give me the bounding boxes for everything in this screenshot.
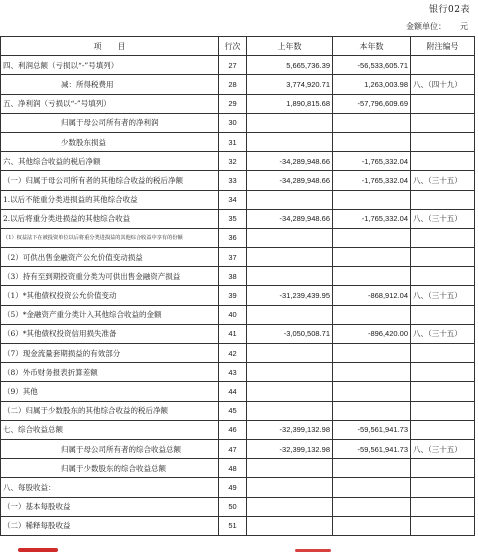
row-item-label: 少数股东损益 <box>1 132 219 151</box>
row-line-number: 34 <box>219 190 247 209</box>
row-item-label: （1）权益法下在被投资单位以后将重分类进损益的其他综合收益中享有的份额 <box>1 228 219 247</box>
row-note-reference <box>411 382 475 401</box>
row-line-number: 39 <box>219 286 247 305</box>
row-current-year-amount <box>333 190 411 209</box>
row-item-label: 归属于母公司所有者的综合收益总额 <box>1 439 219 458</box>
row-prior-year-amount: 5,665,736.39 <box>247 56 333 75</box>
row-note-reference <box>411 190 475 209</box>
red-stamp-fragment-left <box>18 548 58 552</box>
row-current-year-amount <box>333 382 411 401</box>
col-header-prior-year: 上年数 <box>247 37 333 56</box>
table-row <box>1 363 475 382</box>
table-row <box>1 439 475 458</box>
row-item-label: （5）*金融资产重分类计入其他综合收益的金额 <box>1 305 219 324</box>
table-row <box>1 344 475 363</box>
row-current-year-amount: -896,420.00 <box>333 324 411 343</box>
row-note-reference <box>411 459 475 478</box>
row-note-reference <box>411 478 475 497</box>
row-current-year-amount <box>333 344 411 363</box>
col-header-item: 项 目 <box>1 37 219 56</box>
table-row <box>1 75 475 94</box>
row-line-number: 27 <box>219 56 247 75</box>
row-prior-year-amount <box>247 401 333 420</box>
row-item-label: （一）基本每股收益 <box>1 497 219 516</box>
row-prior-year-amount <box>247 190 333 209</box>
col-header-note: 附注编号 <box>411 37 475 56</box>
unit-value: 元 <box>460 22 468 31</box>
row-note-reference <box>411 56 475 75</box>
table-row <box>1 324 475 343</box>
bottom-stamp-marks <box>0 546 478 554</box>
row-note-reference <box>411 228 475 247</box>
row-note-reference <box>411 248 475 267</box>
row-current-year-amount: -57,796,609.69 <box>333 94 411 113</box>
row-line-number: 38 <box>219 267 247 286</box>
table-row <box>1 209 475 228</box>
row-prior-year-amount: -32,399,132.98 <box>247 420 333 439</box>
row-current-year-amount: -59,561,941.73 <box>333 439 411 458</box>
row-line-number: 35 <box>219 209 247 228</box>
row-current-year-amount <box>333 305 411 324</box>
row-item-label: （7）现金流量套期损益的有效部分 <box>1 344 219 363</box>
row-current-year-amount: -59,561,941.73 <box>333 420 411 439</box>
row-prior-year-amount: -31,239,439.95 <box>247 286 333 305</box>
row-line-number: 36 <box>219 228 247 247</box>
row-prior-year-amount <box>247 228 333 247</box>
table-row <box>1 171 475 190</box>
row-current-year-amount <box>333 132 411 151</box>
table-row <box>1 228 475 247</box>
row-line-number: 48 <box>219 459 247 478</box>
unit-label: 金额单位： <box>406 22 446 31</box>
row-current-year-amount <box>333 497 411 516</box>
row-prior-year-amount: 3,774,920.71 <box>247 75 333 94</box>
row-item-label: 五、净利润（亏损以“-”号填列） <box>1 94 219 113</box>
row-line-number: 41 <box>219 324 247 343</box>
row-note-reference <box>411 516 475 535</box>
row-prior-year-amount <box>247 305 333 324</box>
row-item-label: 1.以后不能重分类进损益的其他综合收益 <box>1 190 219 209</box>
row-item-label: （3）持有至到期投资重分类为可供出售金融资产损益 <box>1 267 219 286</box>
row-prior-year-amount: -3,050,508.71 <box>247 324 333 343</box>
col-header-current-year: 本年数 <box>333 37 411 56</box>
row-current-year-amount <box>333 113 411 132</box>
form-code: 银行02表 <box>429 5 470 15</box>
row-note-reference <box>411 401 475 420</box>
row-current-year-amount: -56,533,605.71 <box>333 56 411 75</box>
row-current-year-amount: -1,765,332.04 <box>333 152 411 171</box>
table-row <box>1 248 475 267</box>
table-row <box>1 190 475 209</box>
row-item-label: （2）可供出售金融资产公允价值变动损益 <box>1 248 219 267</box>
row-line-number: 49 <box>219 478 247 497</box>
row-prior-year-amount <box>247 478 333 497</box>
row-line-number: 28 <box>219 75 247 94</box>
row-line-number: 33 <box>219 171 247 190</box>
row-note-reference <box>411 363 475 382</box>
row-item-label: （6）*其他债权投资信用损失准备 <box>1 324 219 343</box>
row-note-reference <box>411 113 475 132</box>
row-current-year-amount <box>333 228 411 247</box>
row-current-year-amount <box>333 363 411 382</box>
table-row <box>1 152 475 171</box>
row-line-number: 50 <box>219 497 247 516</box>
row-current-year-amount <box>333 459 411 478</box>
row-note-reference <box>411 497 475 516</box>
row-line-number: 40 <box>219 305 247 324</box>
col-header-line: 行次 <box>219 37 247 56</box>
row-line-number: 44 <box>219 382 247 401</box>
row-current-year-amount: -1,765,332.04 <box>333 209 411 228</box>
row-prior-year-amount <box>247 132 333 151</box>
row-item-label: 归属于少数股东的综合收益总额 <box>1 459 219 478</box>
row-item-label: （1）*其他债权投资公允价值变动 <box>1 286 219 305</box>
row-line-number: 43 <box>219 363 247 382</box>
row-note-reference <box>411 152 475 171</box>
row-item-label: 八、每股收益： <box>1 478 219 497</box>
table-row <box>1 267 475 286</box>
row-item-label: 七、综合收益总额 <box>1 420 219 439</box>
row-current-year-amount: -1,765,332.04 <box>333 171 411 190</box>
row-note-reference: 八、（三十五） <box>411 286 475 305</box>
table-row <box>1 94 475 113</box>
row-prior-year-amount <box>247 516 333 535</box>
row-prior-year-amount: -34,289,948.66 <box>247 171 333 190</box>
row-item-label: 归属于母公司所有者的净利润 <box>1 113 219 132</box>
row-note-reference <box>411 132 475 151</box>
currency-unit <box>406 21 468 32</box>
row-line-number: 31 <box>219 132 247 151</box>
row-item-label: 2.以后将重分类进损益的其他综合收益 <box>1 209 219 228</box>
row-line-number: 29 <box>219 94 247 113</box>
row-note-reference <box>411 344 475 363</box>
table-row <box>1 459 475 478</box>
row-prior-year-amount <box>247 382 333 401</box>
table-row <box>1 56 475 75</box>
row-prior-year-amount: -32,399,132.98 <box>247 439 333 458</box>
row-item-label: （二）归属于少数股东的其他综合收益的税后净额 <box>1 401 219 420</box>
row-note-reference: 八、（四十九） <box>411 75 475 94</box>
row-prior-year-amount <box>247 497 333 516</box>
row-prior-year-amount <box>247 363 333 382</box>
row-line-number: 30 <box>219 113 247 132</box>
row-line-number: 51 <box>219 516 247 535</box>
row-line-number: 37 <box>219 248 247 267</box>
table-row <box>1 305 475 324</box>
table-row <box>1 286 475 305</box>
table-row <box>1 478 475 497</box>
row-note-reference <box>411 267 475 286</box>
row-prior-year-amount: 1,890,815.68 <box>247 94 333 113</box>
row-prior-year-amount: -34,289,948.66 <box>247 209 333 228</box>
table-header-row <box>1 37 475 56</box>
table-row <box>1 401 475 420</box>
row-prior-year-amount: -34,289,948.66 <box>247 152 333 171</box>
row-note-reference: 八、（三十五） <box>411 209 475 228</box>
table-row <box>1 132 475 151</box>
row-item-label: 减：所得税费用 <box>1 75 219 94</box>
row-item-label: 四、利润总额（亏损以“-”号填列） <box>1 56 219 75</box>
row-current-year-amount: 1,263,003.98 <box>333 75 411 94</box>
row-item-label: （二）稀释每股收益 <box>1 516 219 535</box>
row-line-number: 32 <box>219 152 247 171</box>
row-current-year-amount <box>333 478 411 497</box>
red-stamp-fragment-right <box>295 549 331 552</box>
row-item-label: 六、其他综合收益的税后净额 <box>1 152 219 171</box>
row-note-reference <box>411 420 475 439</box>
table-row <box>1 113 475 132</box>
table-row <box>1 420 475 439</box>
row-note-reference: 八、（三十五） <box>411 324 475 343</box>
table-row <box>1 516 475 535</box>
income-statement-table <box>0 36 475 536</box>
row-line-number: 47 <box>219 439 247 458</box>
row-prior-year-amount <box>247 459 333 478</box>
row-current-year-amount <box>333 401 411 420</box>
row-prior-year-amount <box>247 248 333 267</box>
table-row <box>1 382 475 401</box>
row-current-year-amount <box>333 248 411 267</box>
row-prior-year-amount <box>247 344 333 363</box>
row-note-reference: 八、（三十五） <box>411 439 475 458</box>
row-item-label: （9）其他 <box>1 382 219 401</box>
row-item-label: （一）归属于母公司所有者的其他综合收益的税后净额 <box>1 171 219 190</box>
row-current-year-amount: -868,912.04 <box>333 286 411 305</box>
row-line-number: 46 <box>219 420 247 439</box>
row-current-year-amount <box>333 267 411 286</box>
table-row <box>1 497 475 516</box>
row-note-reference <box>411 94 475 113</box>
row-prior-year-amount <box>247 113 333 132</box>
row-prior-year-amount <box>247 267 333 286</box>
row-item-label: （8）外币财务报表折算差额 <box>1 363 219 382</box>
row-note-reference: 八、（三十五） <box>411 171 475 190</box>
row-current-year-amount <box>333 516 411 535</box>
row-line-number: 45 <box>219 401 247 420</box>
row-note-reference <box>411 305 475 324</box>
row-line-number: 42 <box>219 344 247 363</box>
